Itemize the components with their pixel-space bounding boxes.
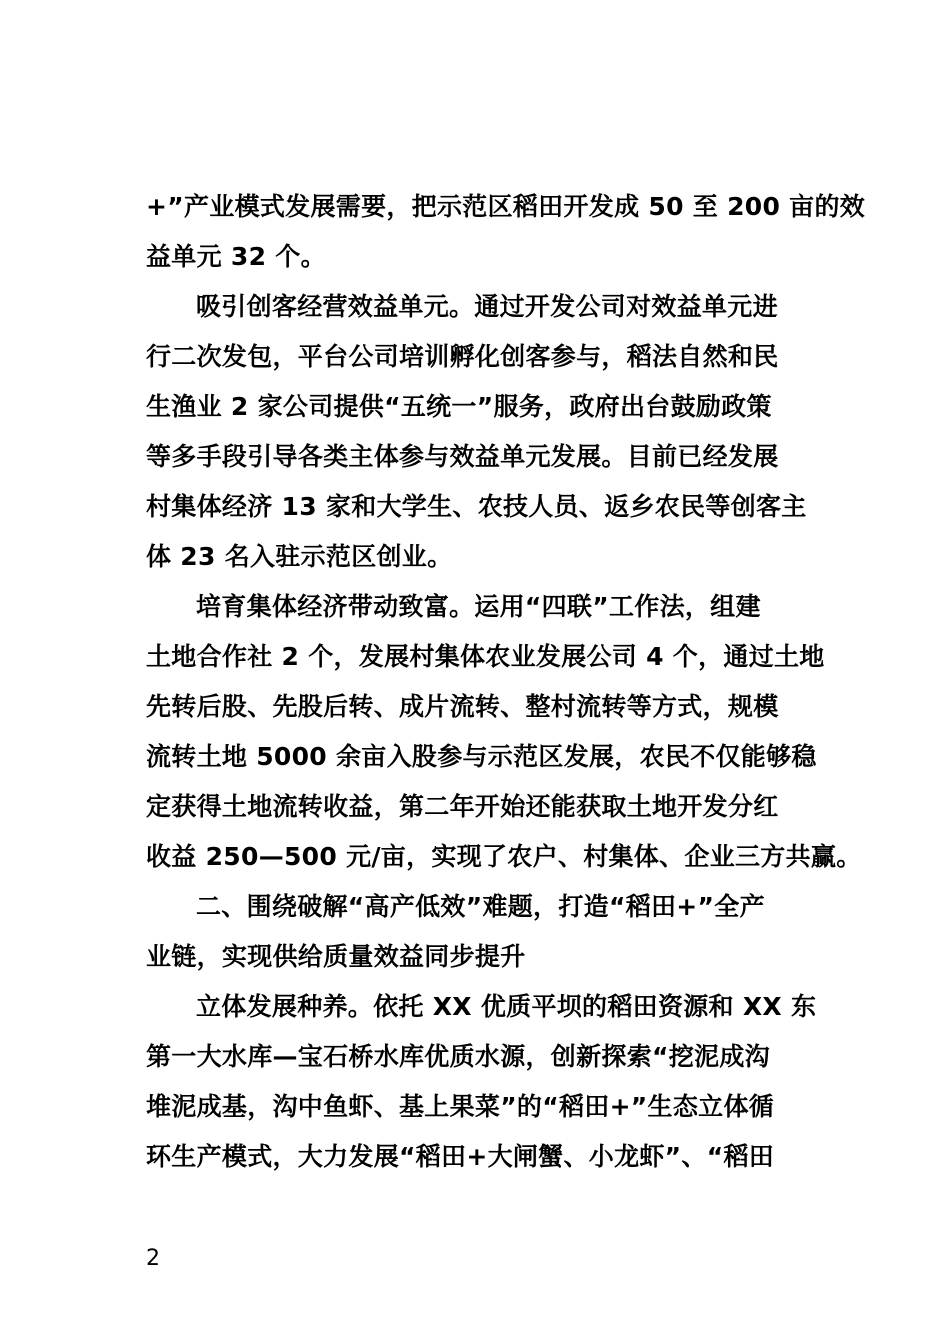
- document-body: [146, 182, 866, 1182]
- text-line: +”产业模式发展需要，把示范区稻田开发成 50 至 200 亩的效: [146, 192, 866, 221]
- text-line: 益单元 32 个。: [146, 242, 326, 271]
- text-line: 收益 250—500 元/亩，实现了农户、村集体、企业三方共赢。: [146, 842, 862, 871]
- section-heading-line: 业链，实现供给质量效益同步提升: [146, 942, 526, 971]
- paragraph-heading-line: 吸引创客经营效益单元。通过开发公司对效益单元进: [196, 292, 778, 321]
- text-line: 第一大水库—宝石桥水库优质水源，创新探索“挖泥成沟: [146, 1042, 770, 1071]
- section-heading-line: 二、围绕破解“高产低效”难题，打造“稻田+”全产: [196, 892, 765, 921]
- text-line: 堆泥成基，沟中鱼虾、基上果菜”的“稻田+”生态立体循: [146, 1092, 775, 1121]
- paragraph-heading-line: 立体发展种养。依托 XX 优质平坝的稻田资源和 XX 东: [196, 992, 817, 1021]
- text-line: 环生产模式，大力发展“稻田+大闸蟹、小龙虾”、“稻田: [146, 1142, 775, 1171]
- text-line: 行二次发包，平台公司培训孵化创客参与，稻法自然和民: [146, 342, 779, 371]
- text-line: 村集体经济 13 家和大学生、农技人员、返乡农民等创客主: [146, 492, 807, 521]
- text-line: 流转土地 5000 余亩入股参与示范区发展，农民不仅能够稳: [146, 742, 817, 771]
- text-line: 生渔业 2 家公司提供“五统一”服务，政府出台鼓励政策: [146, 392, 772, 421]
- text-line: 体 23 名入驻示范区创业。: [146, 542, 453, 571]
- text-line: 等多手段引导各类主体参与效益单元发展。目前已经发展: [146, 442, 779, 471]
- paragraph-heading-line: 培育集体经济带动致富。运用“四联”工作法，组建: [196, 592, 761, 621]
- text-line: 先转后股、先股后转、成片流转、整村流转等方式，规模: [146, 692, 779, 721]
- page-number: 2: [146, 1246, 160, 1271]
- text-line: 土地合作社 2 个，发展村集体农业发展公司 4 个，通过土地: [146, 642, 825, 671]
- text-line: 定获得土地流转收益，第二年开始还能获取土地开发分红: [146, 792, 779, 821]
